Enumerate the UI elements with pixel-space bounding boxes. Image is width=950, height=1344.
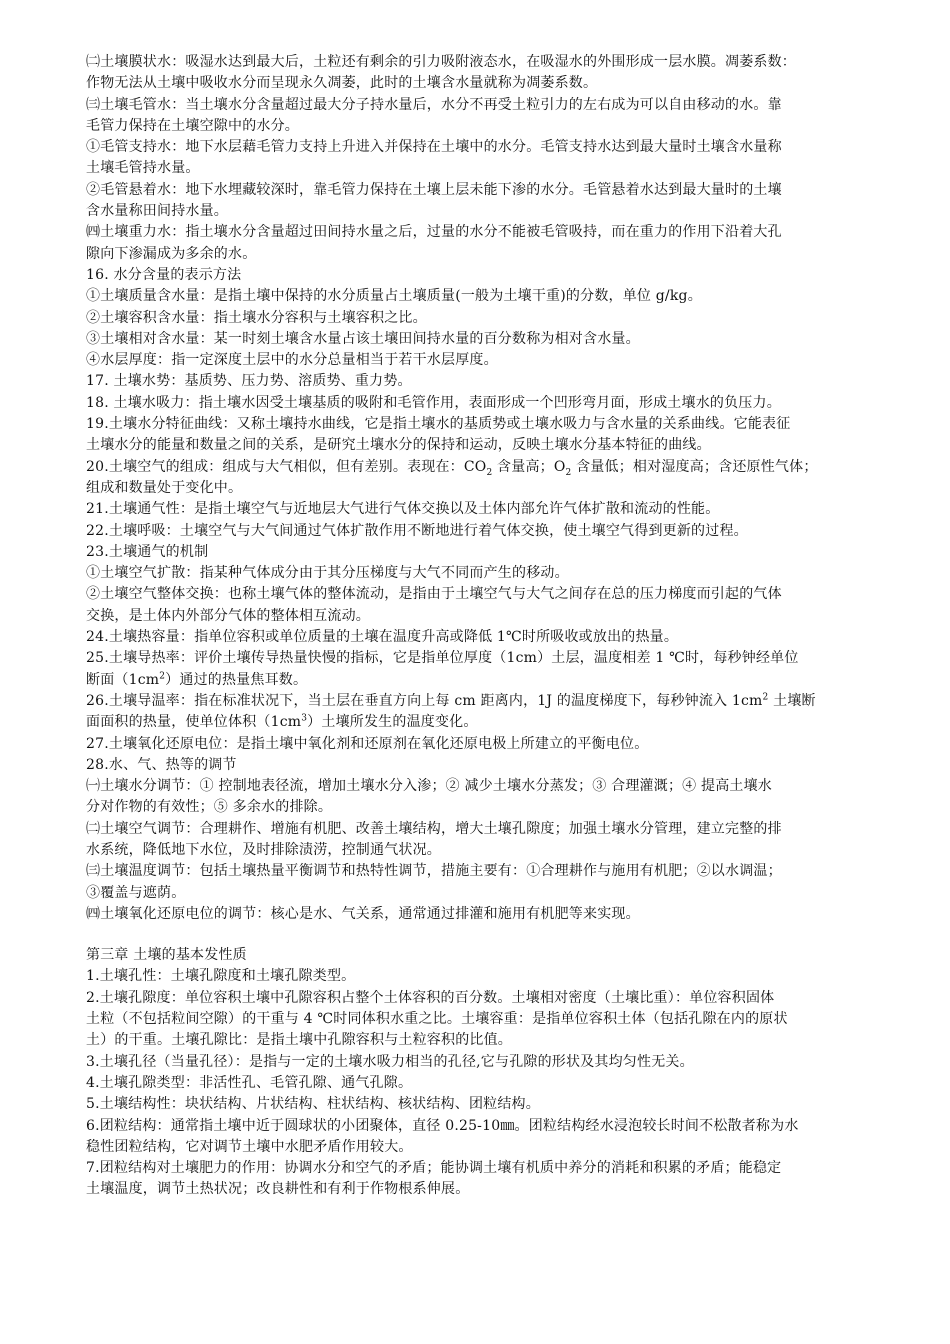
text-segment: 土壤断: [768, 692, 816, 709]
text-line: 27.土壤氧化还原电位：是指土壤中氧化剂和还原剂在氧化还原电极上所建立的平衡电位。: [86, 735, 649, 752]
text-line: 水系统，降低地下水位，及时排除渍涝，控制通气状况。: [86, 841, 441, 858]
text-line: ㈣土壤重力水：指土壤水分含量超过田间持水量之后，过量的水分不能被毛管吸持，而在重力的作用下沿着大孔: [86, 224, 782, 241]
text-line: 1.土壤孔性：土壤孔隙度和土壤孔隙类型。: [86, 968, 356, 985]
text-line: ㈠土壤水分调节：① 控制地表径流，增加土壤水分入渗；② 减少土壤水分蒸发；③ 合理灌溉；④ 提高土壤水: [86, 778, 772, 795]
text-line: 作物无法从土壤中吸收水分而呈现永久凋萎，此时的土壤含水量就称为凋萎系数。: [86, 75, 598, 92]
text-line: 7.团粒结构对土壤肥力的作用：协调水分和空气的矛盾；能协调土壤有机质中养分的消耗和积累的矛盾；能稳定: [86, 1160, 782, 1177]
text-line: 21.土壤通气性：是指土壤空气与近地层大气进行气体交换以及土体内部允许气体扩散和流动的性能。: [86, 501, 720, 518]
text-line: 隙向下渗漏成为多余的水。: [86, 245, 257, 262]
text-line: 含水量称田间持水量。: [86, 203, 228, 220]
text-line: 19.土壤水分特征曲线：又称土壤持水曲线，它是指土壤水的基质势或土壤水吸力与含水量的关系曲线。它能表征: [86, 416, 791, 433]
text-line: 第三章 土壤的基本发性质: [86, 947, 247, 964]
text-line-thermal-diffusivity: [86, 691, 914, 712]
text-line: 17. 土壤水势：基质势、压力势、溶质势、重力势。: [86, 373, 412, 390]
paragraph-gap: [86, 925, 914, 945]
text-line: 22.土壤呼吸：土壤空气与大气间通过气体扩散作用不断地进行着气体交换，使土壤空气得到更新的过程。: [86, 522, 748, 539]
text-line: 分对作物的有效性；⑤ 多余水的排除。: [86, 799, 333, 816]
text-line: ④水层厚度：指一定深度土层中的水分总量相当于若干水层厚度。: [86, 352, 498, 369]
text-line: ③覆盖与遮荫。: [86, 884, 186, 901]
text-segment: 3: [301, 713, 308, 724]
text-line: 6.团粒结构：通常指土壤中近于圆球状的小团聚体，直径 0.25-10㎜。团粒结构经水浸泡较长时间不松散者称为水: [86, 1117, 799, 1134]
text-segment: 2: [565, 467, 572, 478]
text-line: ①土壤质量含水量：是指土壤中保持的水分质量占土壤质量(一般为土壤干重)的分数，单位 g/kg。: [86, 288, 702, 305]
text-line: ①毛管支持水：地下水层藉毛管力支持上升进入并保持在土壤中的水分。毛管支持水达到最大量时土壤含水量称: [86, 139, 782, 156]
text-line-air-composition: [86, 457, 914, 478]
text-segment: 2: [762, 692, 769, 703]
text-line: 16. 水分含量的表示方法: [86, 266, 242, 283]
text-segment: 20.土壤空气的组成：组成与大气相似，但有差别。表现在：CO: [86, 458, 487, 475]
text-line: ①土壤空气扩散：指某种气体成分由于其分压梯度与大气不同而产生的移动。: [86, 565, 569, 582]
text-line: ②土壤容积含水量：指土壤水分容积与土壤容积之比。: [86, 309, 427, 326]
text-line: ㈣土壤氧化还原电位的调节：核心是水、气关系，通常通过排灌和施用有机肥等来实现。: [86, 905, 640, 922]
text-line-thermal-conductivity-cont: [86, 670, 914, 691]
text-line: ㈢土壤温度调节：包括土壤热量平衡调节和热特性调节，措施主要有：①合理耕作与施用有机肥；②以水调温；: [86, 863, 782, 880]
text-line: ②毛管悬着水：地下水埋藏较深时，靠毛管力保持在土壤上层未能下渗的水分。毛管悬着水达到最大量时的土壤: [86, 181, 782, 198]
text-line: 组成和数量处于变化中。: [86, 479, 243, 496]
text-segment: ）通过的热量焦耳数。: [165, 671, 308, 688]
text-line: 23.土壤通气的机制: [86, 543, 209, 560]
text-segment: 26.土壤导温率：指在标准状况下，当土层在垂直方向上每 cm 距离内，1J 的温度梯度下，每秒钟流入 1cm: [86, 692, 763, 709]
text-line: 土粒（不包括粒间空隙）的干重与 4 ℃时同体积水重之比。土壤容重：是指单位容积土体（包括孔隙在内的原状: [86, 1011, 788, 1028]
document-page: [86, 52, 914, 1201]
text-line: 25.土壤导热率：评价土壤传导热量快慢的指标，它是指单位厚度（1cm）土层，温度相差 1 ℃时，每秒钟经单位: [86, 650, 799, 667]
text-line: 毛管力保持在土壤空隙中的水分。: [86, 117, 299, 134]
text-line: ㈡土壤膜状水：吸湿水达到最大后，土粒还有剩余的引力吸附液态水，在吸湿水的外围形成一层水膜。凋萎系数：: [86, 54, 796, 70]
text-line: ㈡土壤空气调节：合理耕作、增施有机肥、改善土壤结构，增大土壤孔隙度；加强土壤水分管理，建立完整的排: [86, 820, 782, 837]
text-line: 2.土壤孔隙度：单位容积土壤中孔隙容积占整个土体容积的百分数。土壤相对密度（土壤比重）：单位容积固体: [86, 989, 775, 1006]
text-line: 土）的干重。土壤孔隙比：是指土壤中孔隙容积与土粒容积的比值。: [86, 1032, 512, 1049]
text-line-thermal-diffusivity-cont: [86, 712, 914, 733]
text-segment: 断面（1cm: [86, 671, 160, 688]
text-line: ③土壤相对含水量：某一时刻土壤含水量占该土壤田间持水量的百分数称为相对含水量。: [86, 330, 640, 347]
text-line: ㈢土壤毛管水：当土壤水分含量超过最大分子持水量后，水分不再受土粒引力的左右成为可以自由移动的水。靠: [86, 96, 782, 113]
text-line: 交换，是土体内外部分气体的整体相互流动。: [86, 607, 370, 624]
text-line: ②土壤空气整体交换：也称土壤气体的整体流动，是指由于土壤空气与大气之间存在总的压力梯度而引起的气体: [86, 586, 782, 603]
text-line: 土壤水分的能量和数量之间的关系，是研究土壤水分的保持和运动，反映土壤水分基本特征的曲线。: [86, 437, 711, 454]
text-line: 24.土壤热容量：指单位容积或单位质量的土壤在温度升高或降低 1℃时所吸收或放出的热量。: [86, 629, 679, 646]
text-segment: 2: [486, 467, 493, 478]
text-segment: 含量高；O: [492, 458, 566, 475]
text-segment: 面面积的热量，使单位体积（1cm: [86, 714, 302, 731]
text-line: 5.土壤结构性：块状结构、片状结构、柱状结构、核状结构、团粒结构。: [86, 1096, 540, 1113]
text-line: 3.土壤孔径（当量孔径）：是指与一定的土壤水吸力相当的孔径,它与孔隙的形状及其均匀性无关。: [86, 1053, 694, 1070]
text-segment: 含量低；相对湿度高；含还原性气体；: [571, 458, 818, 475]
text-line: 28.水、气、热等的调节: [86, 756, 237, 773]
text-line: 土壤毛管持水量。: [86, 160, 200, 177]
text-line: 18. 土壤水吸力：指土壤水因受土壤基质的吸附和毛管作用，表面形成一个凹形弯月面，形成土壤水的负压力。: [86, 394, 781, 411]
text-segment: ）土壤所发生的温度变化。: [307, 714, 478, 731]
text-segment: 2: [159, 670, 166, 681]
text-line: 土壤温度，调节土热状况；改良耕性和有利于作物根系伸展。: [86, 1181, 470, 1198]
text-line: 稳性团粒结构，它对调节土壤中水肥矛盾作用较大。: [86, 1138, 413, 1155]
text-line: 4.土壤孔隙类型：非活性孔、毛管孔隙、通气孔隙。: [86, 1074, 413, 1091]
